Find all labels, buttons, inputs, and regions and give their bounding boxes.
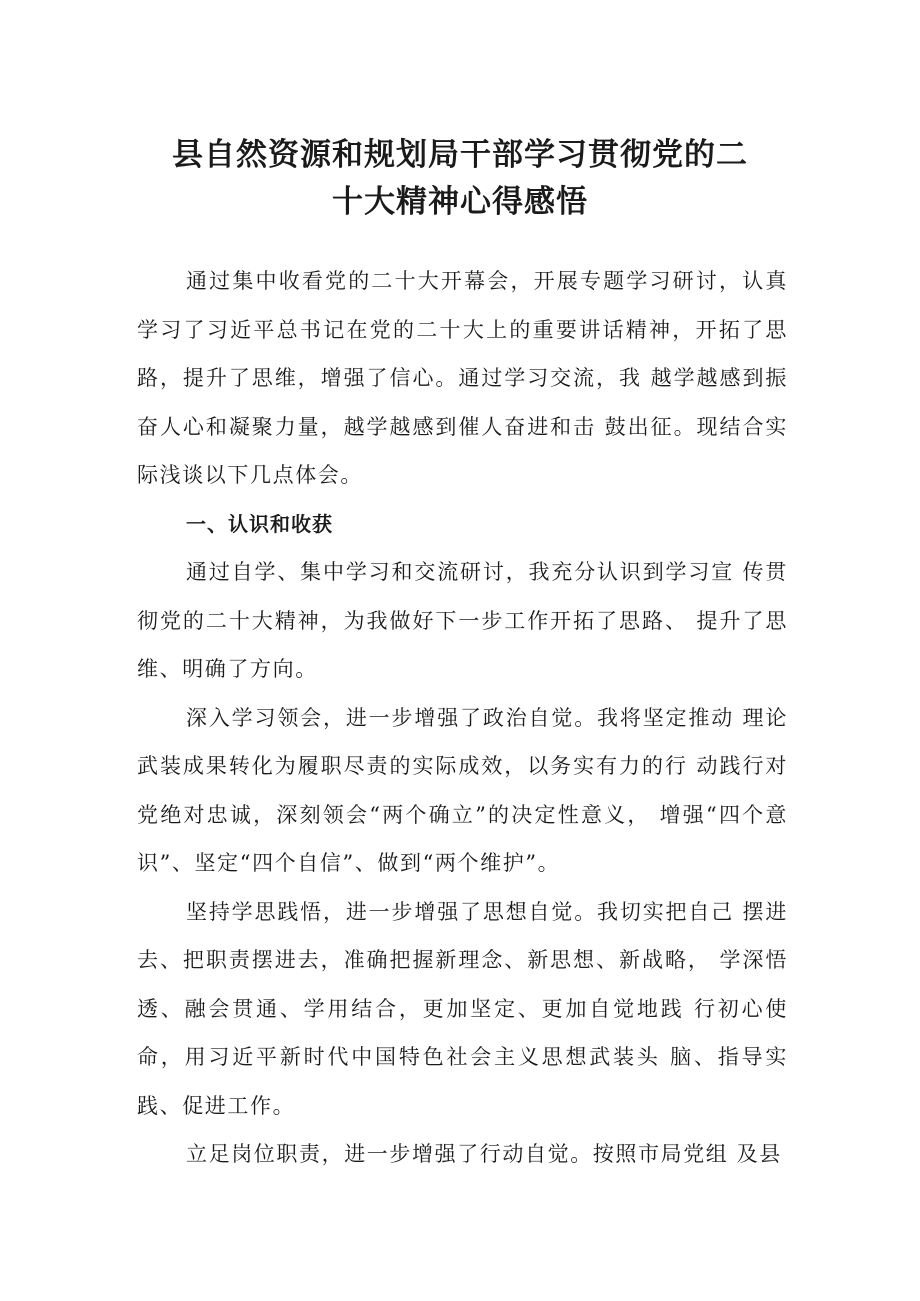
document-body: [137, 257, 788, 1179]
document-title-line-1: 县自然资源和规划局干部学习贯彻党的二: [172, 137, 748, 173]
section-heading-1: 一、认识和收获: [186, 511, 333, 536]
body-paragraph-intro: 通过集中收看党的二十大开幕会，开展专题学习研讨，认真学习了习近平总书记在党的二十大上的重要讲话精神，开拓了思路，提升了思维，增强了信心。通过学习交流，我 越学越感到振奋人心和凝聚力量，越学越感到催人奋进和击 鼓出征。现结合实际浅谈以下几点体会。: [137, 269, 788, 487]
body-paragraph-political-awareness: 深入学习领会，进一步增强了政治自觉。我将坚定推动 理论武装成果转化为履职尽责的实际成效，以务实有力的行 动践行对党绝对忠诚，深刻领会“两个确立”的决定性意义， 增强“四个意识”、坚定“四个自信”、做到“两个维护”。: [137, 705, 788, 875]
document-title-line-2: 十大精神心得感悟: [332, 184, 588, 220]
body-paragraph-ideological-awareness: 坚持学思践悟，进一步增强了思想自觉。我切实把自己 摆进去、把职责摆进去，准确把握新理念、新思想、新战略， 学深悟透、融会贯通、学用结合，更加坚定、更加自觉地践 行初心使命，用习近平新时代中国特色社会主义思想武装头 脑、指导实践、促进工作。: [137, 899, 788, 1118]
body-paragraph-action-awareness: 立足岗位职责，进一步增强了行动自觉。按照市局党组 及县: [186, 1142, 782, 1166]
body-paragraph-understanding: 通过自学、集中学习和交流研讨，我充分认识到学习宣 传贯彻党的二十大精神，为我做好下一步工作开拓了思路、 提升了思维、明确了方向。: [137, 560, 788, 681]
